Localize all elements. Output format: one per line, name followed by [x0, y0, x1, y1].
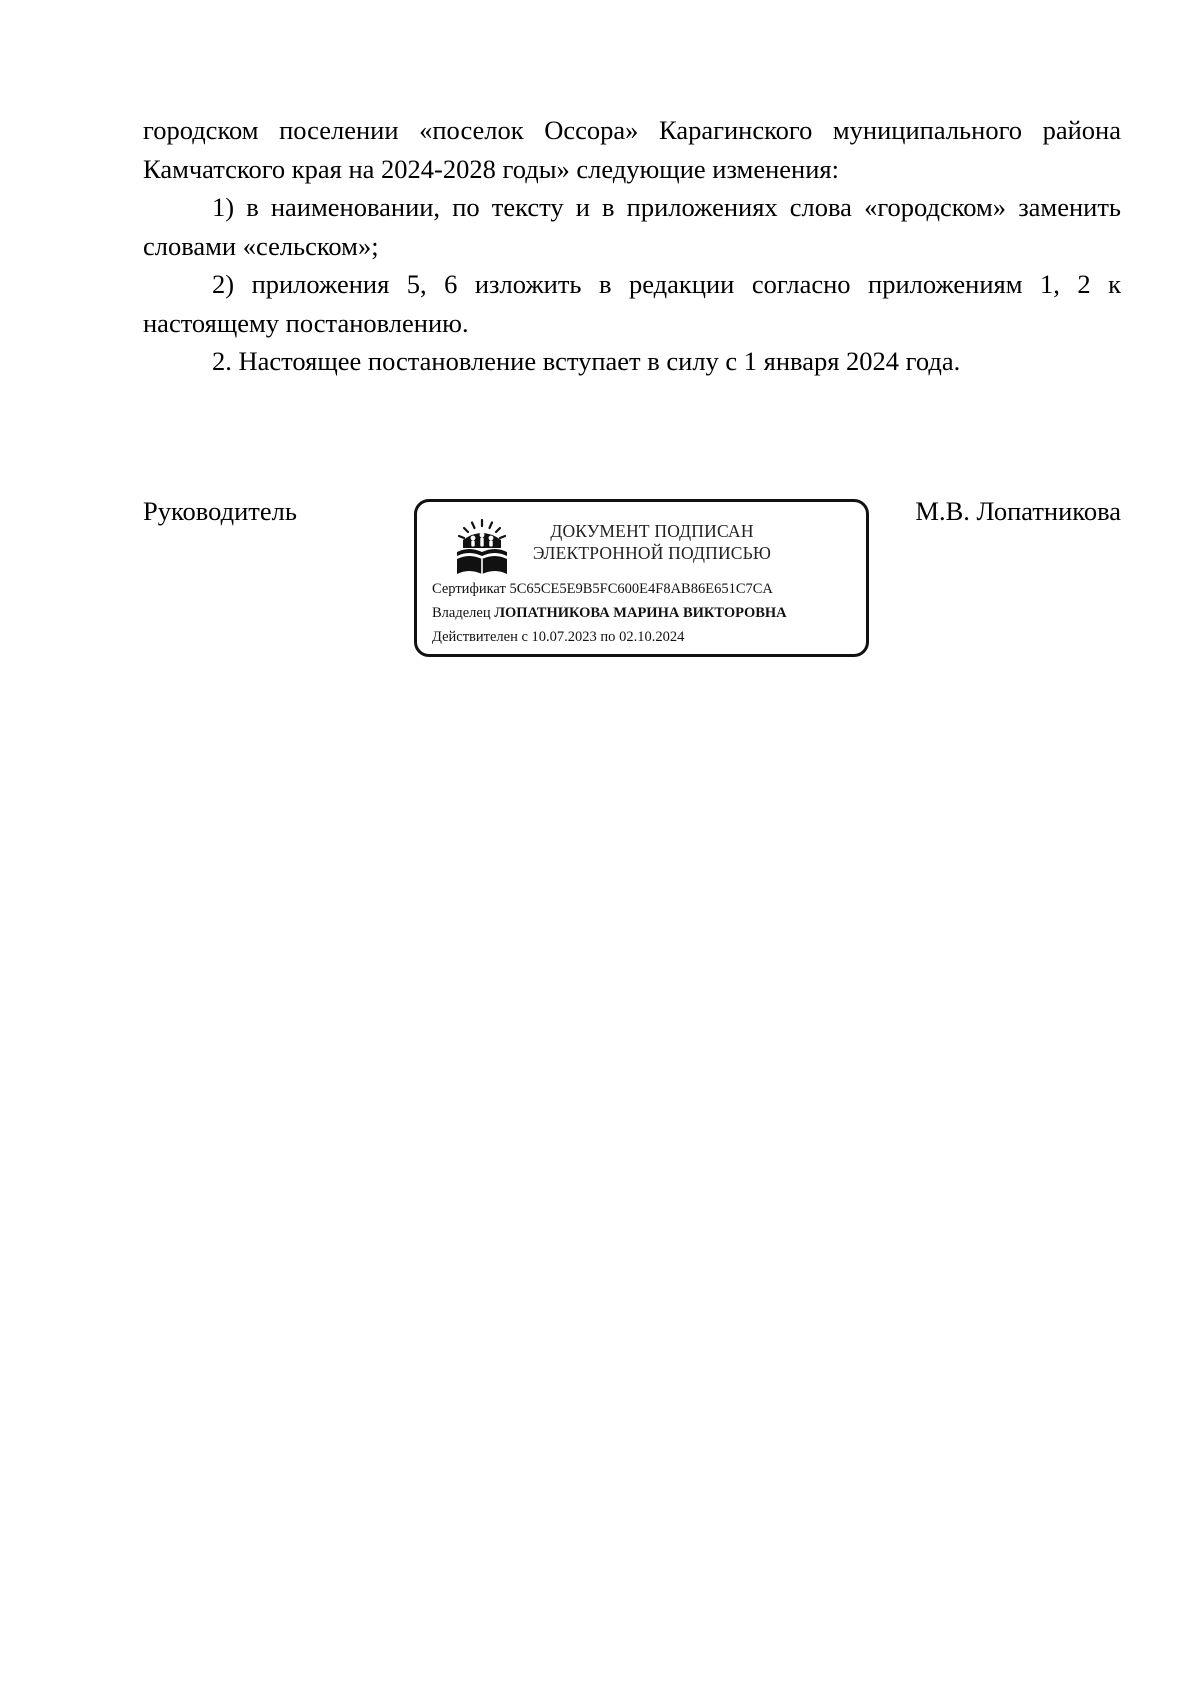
- valid-to-label: по: [600, 629, 616, 645]
- stamp-title: [522, 520, 782, 564]
- stamp-title-line-1: ДОКУМЕНТ ПОДПИСАН: [550, 521, 754, 541]
- stamp-certificate: [432, 580, 773, 598]
- body-paragraph-1: городском поселении «поселок Оссора» Карагинского муниципального района Камчатского края на 2024-2028 годы» следующие изменения:: [143, 115, 1121, 184]
- stamp-title-line-2: ЭЛЕКТРОННОЙ ПОДПИСЬЮ: [532, 543, 772, 563]
- body-paragraph-4: 2. Настоящее постановление вступает в силу с 1 января 2024 года.: [212, 346, 961, 376]
- coat-of-arms-icon: [453, 518, 511, 580]
- certificate-value: 5C65CE5E9B5FC600E4F8AB86E651C7CA: [509, 581, 773, 597]
- body-paragraph-3: 2) приложения 5, 6 изложить в редакции согласно приложениям 1, 2 к настоящему постановлению.: [143, 269, 1121, 338]
- document-body: [143, 111, 1121, 381]
- owner-label: Владелец: [432, 605, 491, 621]
- signature-name: М.В. Лопатникова: [915, 496, 1121, 526]
- valid-to-date: 02.10.2024: [619, 629, 685, 645]
- owner-value: ЛОПАТНИКОВА МАРИНА ВИКТОРОВНА: [494, 605, 787, 621]
- body-paragraph-2: 1) в наименовании, по тексту и в приложениях слова «городском» заменить словами «сельском»;: [143, 192, 1121, 261]
- stamp-validity: [432, 628, 684, 646]
- signature-role: Руководитель: [143, 496, 297, 526]
- valid-from-label: Действителен с: [432, 629, 528, 645]
- certificate-label: Сертификат: [432, 581, 506, 597]
- electronic-signature-stamp: [414, 499, 869, 657]
- valid-from-date: 10.07.2023: [531, 629, 597, 645]
- stamp-owner: [432, 604, 787, 622]
